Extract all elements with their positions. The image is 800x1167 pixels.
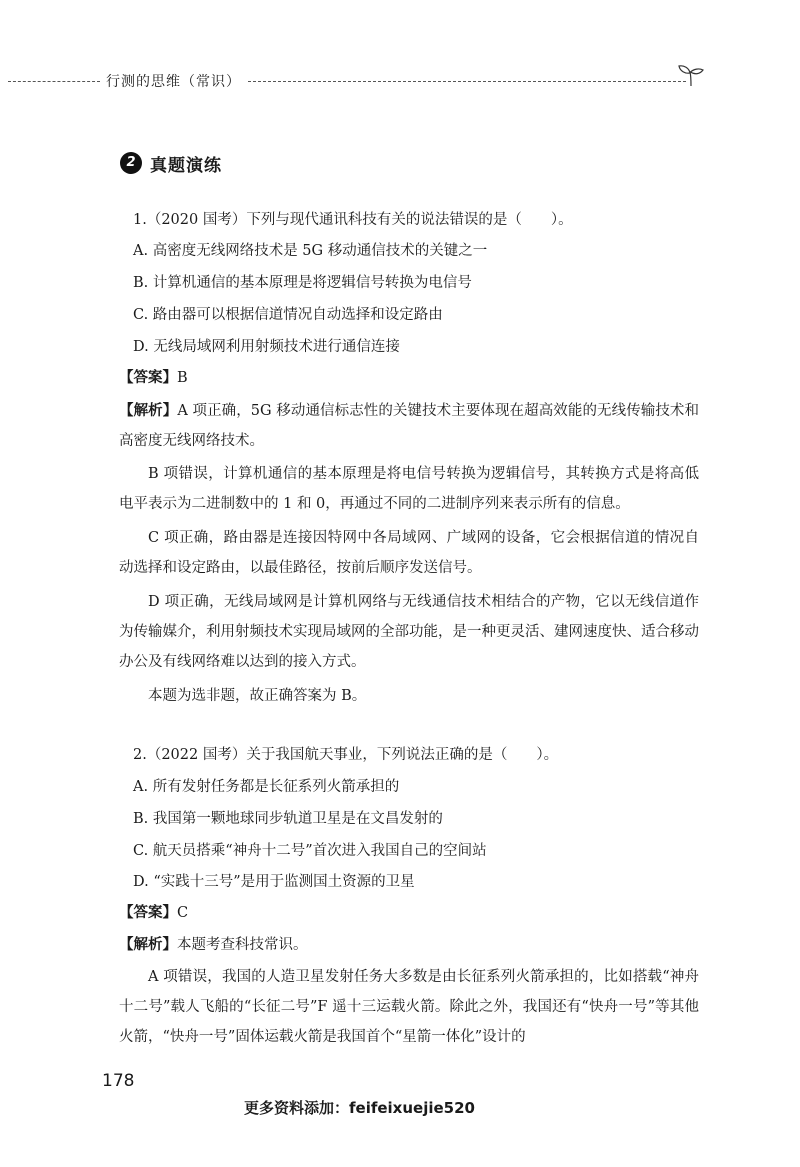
- page-number: 178: [102, 1071, 135, 1091]
- q2-answer: [119, 904, 188, 922]
- header-rule-left: [8, 81, 100, 82]
- q2-analysis-a: A 项错误，我国的人造卫星发射任务大多数是由长征系列火箭承担的，比如搭载“神舟十二号”载人飞船的“长征二号”F 遥十三运载火箭。除此之外，我国还有“快舟一号”等其他火箭，“快舟一号”固体运载火箭是我国首个“星箭一体化”设计的: [119, 969, 699, 1045]
- footer-note: 更多资料添加：feifeixuejie520: [244, 1099, 475, 1117]
- q1-option-a: A. 高密度无线网络技术是 5G 移动通信技术的关键之一: [133, 243, 488, 259]
- q2-analysis-tag: 【解析】: [119, 937, 177, 953]
- q2-option-c: C. 航天员搭乘“神舟十二号”首次进入我国自己的空间站: [133, 843, 487, 859]
- q1-analysis-intro-text: A 项正确，5G 移动通信标志性的关键技术主要体现在超高效能的无线传输技术和高密度无线网络技术。: [119, 403, 700, 449]
- q2-analysis-intro-text: 本题考查科技常识。: [177, 937, 308, 953]
- q1-option-c: C. 路由器可以根据信道情况自动选择和设定路由: [133, 307, 443, 323]
- section-title: 真题演练: [150, 155, 222, 176]
- section-number-badge-icon: [120, 152, 142, 174]
- header-title: 行测的思维（常识）: [106, 74, 241, 90]
- q2-option-a: A. 所有发射任务都是长征系列火箭承担的: [133, 779, 400, 795]
- q1-answer-tag: 【答案】: [119, 370, 177, 386]
- q1-question: 1.（2020 国考）下列与现代通讯科技有关的说法错误的是（ ）。: [133, 212, 573, 228]
- running-header: [0, 62, 800, 102]
- q1-answer: [119, 369, 188, 387]
- q2-option-d: D. “实践十三号”是用于监测国土资源的卫星: [133, 874, 415, 890]
- q2-answer-tag: 【答案】: [119, 905, 177, 921]
- q1-analysis-intro: [119, 396, 699, 456]
- q1-answer-value: B: [177, 370, 188, 386]
- q2-option-b: B. 我国第一颗地球同步轨道卫星是在文昌发射的: [133, 811, 443, 827]
- q1-option-d: D. 无线局域网利用射频技术进行通信连接: [133, 339, 400, 355]
- q1-analysis-c: C 项正确，路由器是连接因特网中各局域网、广域网的设备，它会根据信道的情况自动选择和设定路由，以最佳路径，按前后顺序发送信号。: [119, 530, 699, 576]
- q2-answer-value: C: [177, 905, 189, 921]
- q1-conclusion: 本题为选非题，故正确答案为 B。: [148, 688, 367, 704]
- q1-option-b: B. 计算机通信的基本原理是将逻辑信号转换为电信号: [133, 275, 472, 291]
- section-number: 2: [126, 155, 136, 170]
- q1-analysis-tag: 【解析】: [119, 403, 178, 419]
- header-rule-right: [248, 81, 686, 82]
- section-heading: [120, 149, 222, 177]
- q1-analysis-b: B 项错误，计算机通信的基本原理是将电信号转换为逻辑信号，其转换方式是将高低电平表示为二进制数中的 1 和 0，再通过不同的二进制序列来表示所有的信息。: [119, 466, 699, 512]
- sprout-icon: [676, 62, 706, 88]
- q2-analysis-intro: [119, 936, 308, 954]
- q1-analysis-d: D 项正确，无线局域网是计算机网络与无线通信技术相结合的产物，它以无线信道作为传输媒介，利用射频技术实现局域网的全部功能，是一种更灵活、建网速度快、适合移动办公及有线网络难以达到的接入方式。: [119, 594, 699, 670]
- q2-question: 2.（2022 国考）关于我国航天事业，下列说法正确的是（ ）。: [133, 747, 559, 763]
